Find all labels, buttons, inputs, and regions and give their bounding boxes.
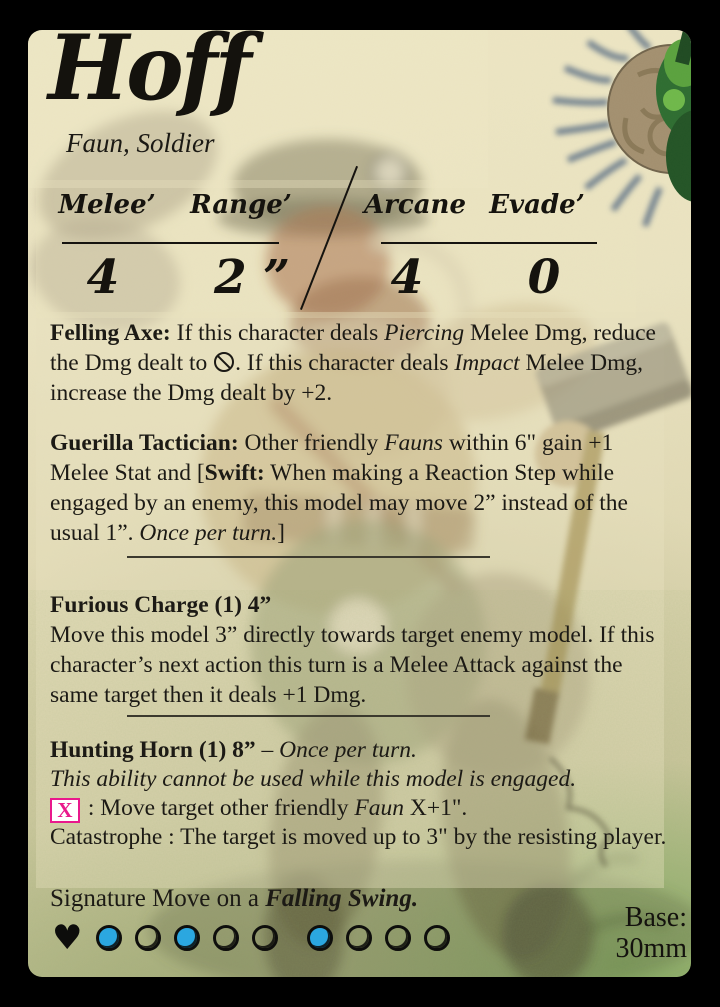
text-segment: Felling Axe: <box>50 320 171 346</box>
hp-circle-7[interactable] <box>346 925 372 951</box>
card-title: Hoff <box>48 30 249 121</box>
text-segment: Other friendly <box>238 430 385 456</box>
ability-title <box>50 590 668 620</box>
card-subtitle: Faun, Soldier <box>66 128 215 158</box>
text-segment: Furious Charge (1) 4” <box>50 592 272 618</box>
ability-furious-charge <box>50 590 668 710</box>
ability-title <box>50 736 668 765</box>
hp-circle-1[interactable] <box>96 925 122 951</box>
text-segment: Catastrophe : The target is moved up to 3" by the resisting player. <box>50 824 667 850</box>
hp-circle-3[interactable] <box>174 925 200 951</box>
text-segment: Fauns <box>384 430 443 456</box>
heart-icon: ♥ <box>52 918 83 958</box>
hp-circle-4[interactable] <box>213 925 239 951</box>
base-value: 30mm <box>615 933 687 964</box>
text-segment: Faun <box>354 795 404 821</box>
base-label: Base: <box>624 902 687 933</box>
text-segment: . If this character deals <box>235 350 455 376</box>
ability-body <box>50 620 668 710</box>
text-segment: Once per turn. <box>279 737 417 763</box>
hp-circle-2[interactable] <box>135 925 161 951</box>
text-segment: Swift: <box>204 460 265 486</box>
text-segment: Melee Dmg, reduce the Dmg dealt to <box>50 320 656 376</box>
text-segment: Melee Dmg, increase the Dmg dealt by +2. <box>50 350 644 406</box>
text-segment: When making a Reaction Step while engaged by an enemy, this model may move 2” instead of the usual 1”. <box>50 460 628 546</box>
x-rune-icon: X <box>50 798 80 823</box>
hp-circle-9[interactable] <box>424 925 450 951</box>
no-damage-icon <box>214 352 234 372</box>
health-track <box>96 925 463 951</box>
text-segment: ] <box>277 520 285 546</box>
stat-value-evade: 0 <box>527 250 561 305</box>
text-segment: within 6" gain +1 Melee Stat and [ <box>50 430 614 486</box>
stat-value-range: 2 ” <box>213 250 291 305</box>
text-segment: Hunting Horn (1) 8” <box>50 737 256 763</box>
text-segment: Falling Swing. <box>265 885 419 912</box>
text-segment: This ability cannot be used while this model is engaged. <box>50 766 577 792</box>
stat-label-evade: Evade’ <box>489 190 585 220</box>
ability-hunting-horn <box>50 736 668 852</box>
text-segment: Signature Move on a <box>50 885 266 912</box>
ability-effect <box>50 794 668 823</box>
text-segment: If this character deals <box>170 320 385 346</box>
text-segment: Piercing <box>384 320 465 346</box>
hp-circle-5[interactable] <box>252 925 278 951</box>
hp-circle-6[interactable] <box>307 925 333 951</box>
character-card <box>28 30 691 977</box>
ability-guerilla-tactician <box>50 428 668 548</box>
ability-catastrophe <box>50 823 668 852</box>
text-segment: Guerilla Tactician: <box>50 430 239 456</box>
text-segment: : Move target other friendly <box>82 795 355 821</box>
text-segment: – <box>255 737 280 763</box>
text-segment: Move this model 3” directly towards target enemy model. If this character’s next action this turn is a Melee Attack against the same target then it deals +1 Dmg. <box>50 622 655 708</box>
text-segment: Once per turn. <box>139 520 278 546</box>
stat-underline <box>62 242 279 244</box>
ability-restriction <box>50 765 668 794</box>
stat-label-range: Range’ <box>190 190 292 220</box>
health-row <box>52 920 463 956</box>
ability-felling-axe <box>50 318 668 408</box>
text-segment: X+1". <box>403 795 468 821</box>
stat-value-melee: 4 <box>86 250 120 305</box>
stat-label-melee: Melee’ <box>58 190 156 220</box>
hp-circle-8[interactable] <box>385 925 411 951</box>
stat-label-arcane: Arcane <box>364 190 466 220</box>
section-divider <box>127 556 490 558</box>
base-size <box>547 902 687 964</box>
stat-value-arcane: 4 <box>390 250 424 305</box>
section-divider <box>127 715 490 717</box>
text-segment: Impact <box>454 350 520 376</box>
stat-underline <box>381 242 597 244</box>
